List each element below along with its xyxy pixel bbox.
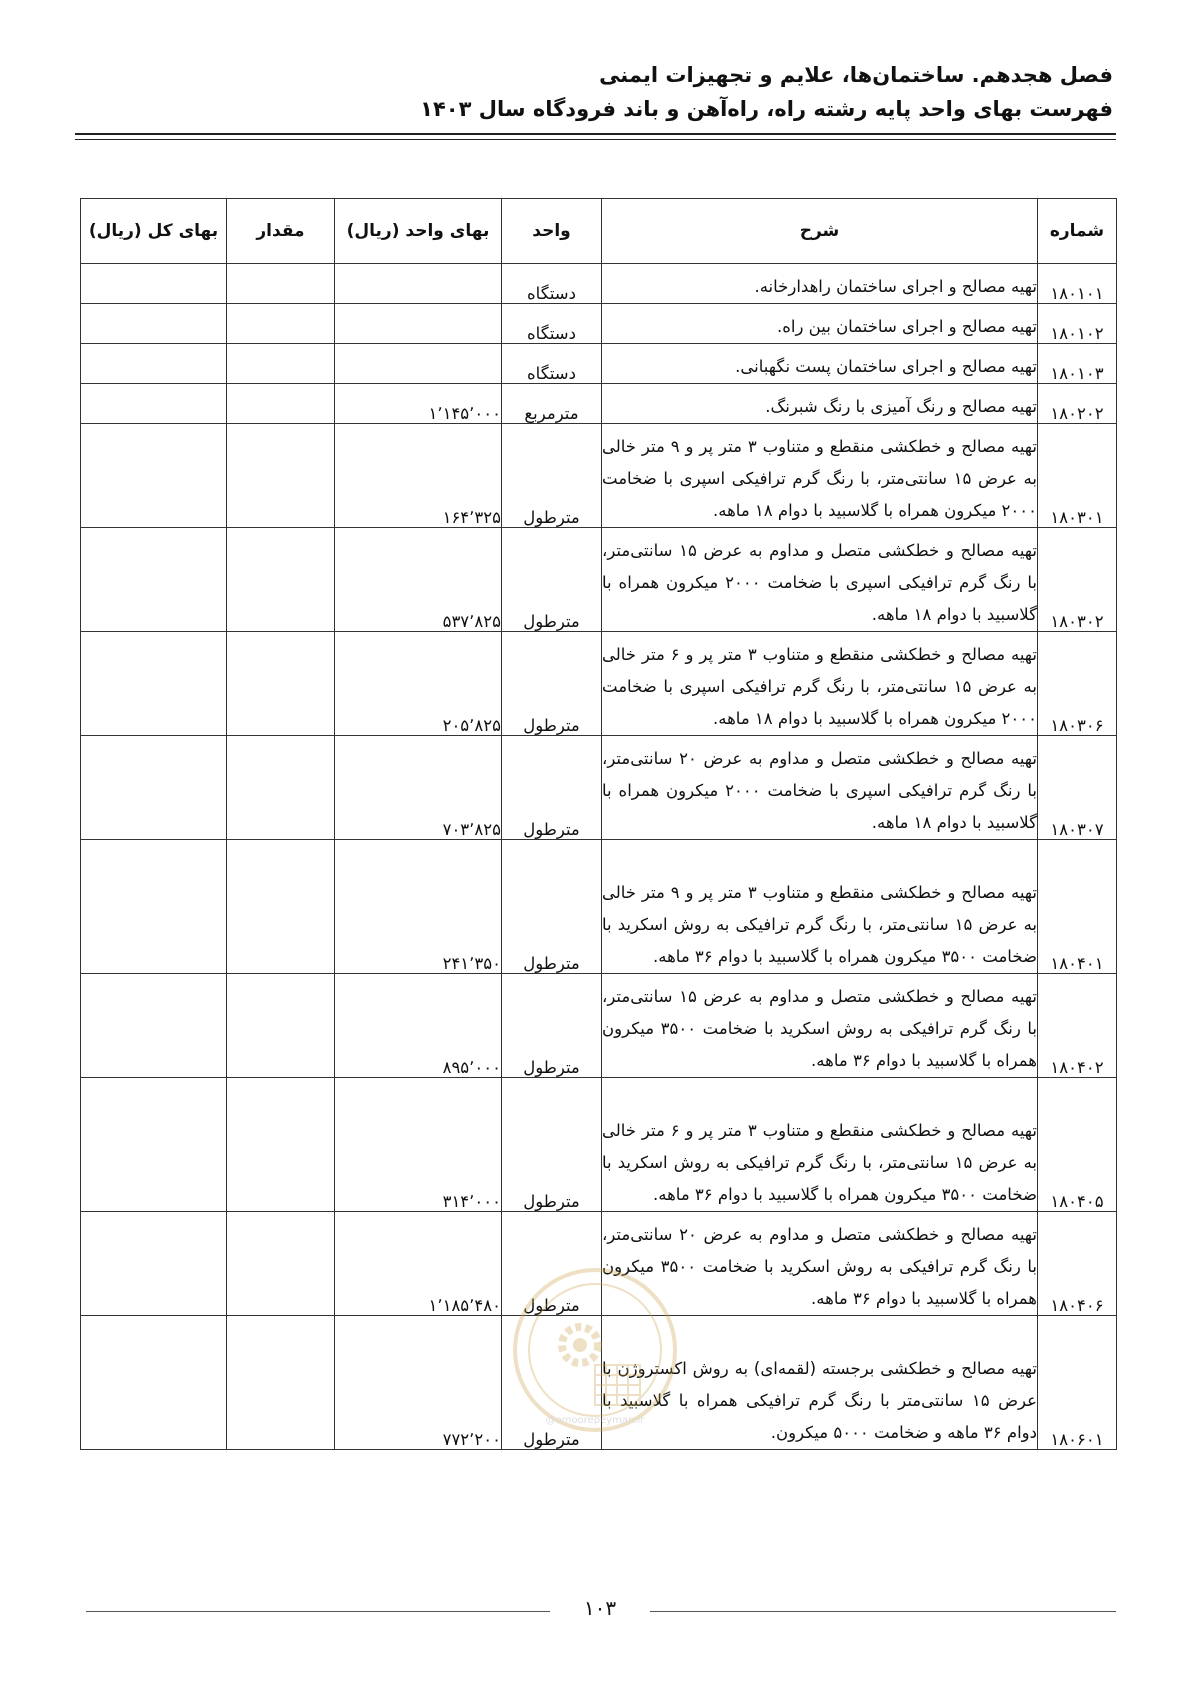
table-row <box>81 384 1117 424</box>
header-code: شماره <box>1038 199 1117 264</box>
item-description: تهیه مصالح و خطکشی منقطع و متناوب ۳ متر پر و ۹ متر خالی به عرض ۱۵ سانتی‌متر، با رنگ گرم ترافیکی به روش اسکرید با ضخامت ۳۵۰۰ میکرون همراه با گلاسبید با دوام ۳۶ ماهه. <box>602 840 1038 974</box>
item-quantity <box>227 424 335 528</box>
item-total-price <box>81 632 227 736</box>
table-row <box>81 344 1117 384</box>
item-unit-price: ۱۶۴٬۳۲۵ <box>335 424 502 528</box>
item-unit-price: ۷۰۳٬۸۲۵ <box>335 736 502 840</box>
item-unit-price: ۲۰۵٬۸۲۵ <box>335 632 502 736</box>
item-quantity <box>227 264 335 304</box>
item-code: ۱۸۰۱۰۲ <box>1038 304 1117 344</box>
item-description: تهیه مصالح و اجرای ساختمان پست نگهبانی. <box>602 344 1038 384</box>
table-row <box>81 974 1117 1078</box>
item-quantity <box>227 304 335 344</box>
item-description: تهیه مصالح و رنگ آمیزی با رنگ شبرنگ. <box>602 384 1038 424</box>
table-row <box>81 1078 1117 1212</box>
item-unit-price: ۱٬۱۴۵٬۰۰۰ <box>335 384 502 424</box>
item-unit: مترطول <box>502 424 602 528</box>
item-total-price <box>81 974 227 1078</box>
table-row <box>81 304 1117 344</box>
item-unit-price: ۵۳۷٬۸۲۵ <box>335 528 502 632</box>
item-description: تهیه مصالح و خطکشی متصل و مداوم به عرض ۱۵ سانتی‌متر، با رنگ گرم ترافیکی اسپری با ضخامت ۲۰۰۰ میکرون همراه با گلاسبید با دوام ۱۸ ماهه. <box>602 528 1038 632</box>
table-row <box>81 632 1117 736</box>
item-unit-price: ۲۴۱٬۳۵۰ <box>335 840 502 974</box>
item-unit: مترمربع <box>502 384 602 424</box>
item-total-price <box>81 1078 227 1212</box>
page-number: ۱۰۳ <box>583 1596 617 1620</box>
item-unit: مترطول <box>502 632 602 736</box>
unit-price-table <box>80 198 1117 1450</box>
item-description: تهیه مصالح و خطکشی برجسته (لقمه‌ای) به روش اکستروژن با عرض ۱۵ سانتی‌متر با رنگ گرم ترافیکی همراه با گلاسبید با دوام ۳۶ ماهه و ضخامت ۵۰۰۰ میکرون. <box>602 1316 1038 1450</box>
item-total-price <box>81 1316 227 1450</box>
item-unit: مترطول <box>502 1078 602 1212</box>
item-unit-price: ۳۱۴٬۰۰۰ <box>335 1078 502 1212</box>
item-quantity <box>227 736 335 840</box>
item-total-price <box>81 344 227 384</box>
item-code: ۱۸۰۲۰۲ <box>1038 384 1117 424</box>
item-total-price <box>81 1212 227 1316</box>
item-description: تهیه مصالح و خطکشی منقطع و متناوب ۳ متر پر و ۹ متر خالی به عرض ۱۵ سانتی‌متر، با رنگ گرم ترافیکی اسپری با ضخامت ۲۰۰۰ میکرون همراه با گلاسبید با دوام ۱۸ ماهه. <box>602 424 1038 528</box>
item-total-price <box>81 840 227 974</box>
item-quantity <box>227 528 335 632</box>
item-unit-price <box>335 264 502 304</box>
table-row <box>81 528 1117 632</box>
item-quantity <box>227 974 335 1078</box>
item-total-price <box>81 528 227 632</box>
item-code: ۱۸۰۳۰۷ <box>1038 736 1117 840</box>
item-unit-price: ۱٬۱۸۵٬۴۸۰ <box>335 1212 502 1316</box>
item-description: تهیه مصالح و خطکشی منقطع و متناوب ۳ متر پر و ۶ متر خالی به عرض ۱۵ سانتی‌متر، با رنگ گرم ترافیکی به روش اسکرید با ضخامت ۳۵۰۰ میکرون همراه با گلاسبید با دوام ۳۶ ماهه. <box>602 1078 1038 1212</box>
item-quantity <box>227 1212 335 1316</box>
item-unit: مترطول <box>502 528 602 632</box>
table-row <box>81 424 1117 528</box>
item-code: ۱۸۰۴۰۶ <box>1038 1212 1117 1316</box>
item-quantity <box>227 840 335 974</box>
item-total-price <box>81 424 227 528</box>
item-unit: دستگاه <box>502 304 602 344</box>
item-code: ۱۸۰۳۰۲ <box>1038 528 1117 632</box>
item-description: تهیه مصالح و خطکشی متصل و مداوم به عرض ۲۰ سانتی‌متر، با رنگ گرم ترافیکی اسپری با ضخامت ۲۰۰۰ میکرون همراه با گلاسبید با دوام ۱۸ ماهه. <box>602 736 1038 840</box>
table-header-row <box>81 199 1117 264</box>
item-unit: مترطول <box>502 840 602 974</box>
watermark-text: @omoorepeyman.ir <box>545 1415 645 1426</box>
item-quantity <box>227 344 335 384</box>
item-code: ۱۸۰۶۰۱ <box>1038 1316 1117 1450</box>
item-quantity <box>227 1316 335 1450</box>
table-row <box>81 264 1117 304</box>
item-unit-price: ۸۹۵٬۰۰۰ <box>335 974 502 1078</box>
item-description: تهیه مصالح و خطکشی منقطع و متناوب ۳ متر پر و ۶ متر خالی به عرض ۱۵ سانتی‌متر، با رنگ گرم ترافیکی اسپری با ضخامت ۲۰۰۰ میکرون همراه با گلاسبید با دوام ۱۸ ماهه. <box>602 632 1038 736</box>
item-unit-price <box>335 344 502 384</box>
item-quantity <box>227 632 335 736</box>
item-total-price <box>81 736 227 840</box>
header-rule-top <box>75 133 1116 135</box>
item-code: ۱۸۰۱۰۱ <box>1038 264 1117 304</box>
item-code: ۱۸۰۱۰۳ <box>1038 344 1117 384</box>
header-quantity: مقدار <box>227 199 335 264</box>
item-description: تهیه مصالح و اجرای ساختمان بین راه. <box>602 304 1038 344</box>
document-title: فهرست بهای واحد پایه رشته راه، راه‌آهن و باند فرودگاه سال ۱۴۰۳ <box>420 97 1113 121</box>
item-total-price <box>81 384 227 424</box>
header-rule-bottom <box>75 139 1116 140</box>
footer-rule-left <box>86 1611 550 1612</box>
table-row <box>81 1316 1117 1450</box>
header-unit: واحد <box>502 199 602 264</box>
item-unit-price <box>335 304 502 344</box>
item-unit: مترطول <box>502 736 602 840</box>
item-total-price <box>81 264 227 304</box>
item-code: ۱۸۰۳۰۱ <box>1038 424 1117 528</box>
table-row <box>81 736 1117 840</box>
item-unit: مترطول <box>502 1212 602 1316</box>
header-unit-price: بهای واحد (ریال) <box>335 199 502 264</box>
item-description: تهیه مصالح و اجرای ساختمان راهدارخانه. <box>602 264 1038 304</box>
item-unit-price: ۷۷۲٬۲۰۰ <box>335 1316 502 1450</box>
item-unit: دستگاه <box>502 264 602 304</box>
item-quantity <box>227 1078 335 1212</box>
item-total-price <box>81 304 227 344</box>
chapter-title: فصل هجدهم. ساختمان‌ها، علایم و تجهیزات ایمنی <box>599 63 1113 87</box>
header-description: شرح <box>602 199 1038 264</box>
item-unit: مترطول <box>502 1316 602 1450</box>
footer-rule-right <box>650 1611 1116 1612</box>
item-unit: مترطول <box>502 974 602 1078</box>
item-code: ۱۸۰۳۰۶ <box>1038 632 1117 736</box>
item-code: ۱۸۰۴۰۲ <box>1038 974 1117 1078</box>
header-total-price: بهای کل (ریال) <box>81 199 227 264</box>
table-row <box>81 1212 1117 1316</box>
item-description: تهیه مصالح و خطکشی متصل و مداوم به عرض ۱۵ سانتی‌متر، با رنگ گرم ترافیکی به روش اسکرید با ضخامت ۳۵۰۰ میکرون همراه با گلاسبید با دوام ۳۶ ماهه. <box>602 974 1038 1078</box>
item-code: ۱۸۰۴۰۱ <box>1038 840 1117 974</box>
item-unit: دستگاه <box>502 344 602 384</box>
item-description: تهیه مصالح و خطکشی متصل و مداوم به عرض ۲۰ سانتی‌متر، با رنگ گرم ترافیکی به روش اسکرید با ضخامت ۳۵۰۰ میکرون همراه با گلاسبید با دوام ۳۶ ماهه. <box>602 1212 1038 1316</box>
table-row <box>81 840 1117 974</box>
item-quantity <box>227 384 335 424</box>
item-code: ۱۸۰۴۰۵ <box>1038 1078 1117 1212</box>
